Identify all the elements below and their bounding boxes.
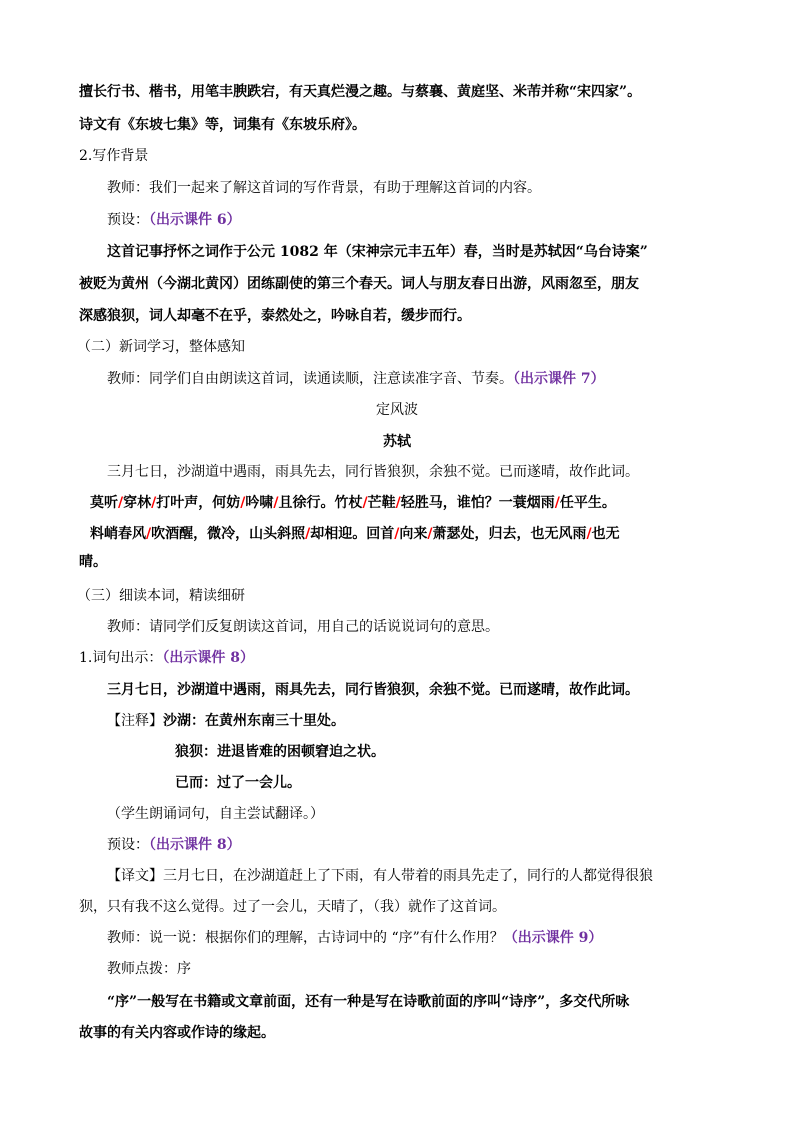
section2-heading: （二）新词学习，整体感知: [77, 339, 245, 355]
courseware-ref: （出示课件 7）: [513, 371, 605, 387]
detail-heading: [79, 648, 254, 668]
teacher-tip: 教师点拨：序: [107, 961, 191, 977]
note-text: 沙湖：在黄州东南三十里处。: [163, 713, 345, 729]
xu-explanation-2: 故事的有关内容或作诗的缘起。: [79, 1025, 275, 1041]
note-label: 【注释】: [107, 713, 163, 729]
detail-heading-text: 1.词句出示：: [79, 650, 163, 666]
student-activity: （学生朗诵词句，自主尝试翻译。）: [107, 806, 324, 822]
section3-teacher: 教师：请同学们反复朗读这首词，用自己的话说说词句的意思。: [107, 619, 499, 635]
note-1: [107, 711, 345, 731]
section3-heading: （三）细读本词，精读细研: [77, 588, 245, 604]
preset-label: 预设：: [107, 837, 149, 853]
translation-2: 狈，只有我不这么觉得。过了一会儿，天晴了，（我）就作了这首词。: [79, 899, 506, 915]
translation-1: [107, 866, 653, 886]
poem-line-2: 料峭春风/吹酒醒，微冷，山头斜照/却相迎。回首/向来/萧瑟处，归去，也无风雨/也无: [90, 526, 620, 542]
detail-preset: [107, 835, 241, 855]
note-2: 狼狈：进退皆难的困顿窘迫之状。: [175, 744, 385, 760]
background-heading: 2.写作背景: [79, 148, 149, 164]
background-text-1: 这首记事抒怀之词作于公元 1082 年（宋神宗元丰五年）春，当时是苏轼因“乌台诗案”: [107, 244, 648, 260]
poem-preface: 三月七日，沙湖道中遇雨，雨具先去，同行皆狼狈，余独不觉。已而遂晴，故作此词。: [107, 464, 639, 480]
translation-label: 【译文】: [107, 868, 163, 884]
note-3: 已而：过了一会儿。: [175, 775, 301, 791]
intro-line-1: 擅长行书、楷书，用笔丰腴跌宕，有天真烂漫之趣。与蔡襄、黄庭坚、米芾并称“宋四家”。: [79, 84, 642, 100]
background-text-2: 被贬为黄州（今湖北黄冈）团练副使的第三个春天。词人与朋友春日出游，风雨忽至，朋友: [79, 276, 639, 292]
translation-text: 三月七日，在沙湖道赶上了下雨，有人带着的雨具先走了，同行的人都觉得很狼: [163, 868, 653, 884]
section2-teacher: [107, 369, 605, 389]
teacher-question: [107, 928, 602, 948]
teacher-question-text: 教师：说一说：根据你们的理解，古诗词中的 “序”有什么作用？: [107, 930, 504, 946]
xu-explanation-1: “序”一般写在书籍或文章前面，还有一种是写在诗歌前面的序叫“诗序”，多交代所咏: [107, 994, 630, 1010]
background-preset: [107, 210, 241, 230]
courseware-ref: （出示课件 8）: [162, 650, 254, 666]
detail-preface: 三月七日，沙湖道中遇雨，雨具先去，同行皆狼狈，余独不觉。已而遂晴，故作此词。: [107, 682, 639, 698]
preset-label: 预设：: [107, 212, 149, 228]
intro-line-2: 诗文有《东坡七集》等，词集有《东坡乐府》。: [79, 117, 366, 133]
background-teacher: 教师：我们一起来了解这首词的写作背景，有助于理解这首词的内容。: [107, 180, 541, 196]
poem-title: 定风波: [376, 402, 418, 418]
poem-line-1: 莫听/穿林/打叶声，何妨/吟啸/且徐行。竹杖/芒鞋/轻胜马，谁怕？一蓑烟雨/任平生。: [90, 495, 616, 511]
courseware-ref: （出示课件 8）: [149, 837, 241, 853]
background-text-3: 深感狼狈，词人却毫不在乎，泰然处之，吟咏自若，缓步而行。: [79, 308, 471, 324]
poem-line-3: 晴。: [79, 554, 107, 570]
courseware-ref: （出示课件 6）: [149, 212, 241, 228]
courseware-ref: （出示课件 9）: [503, 930, 603, 946]
poem-author: 苏轼: [383, 434, 411, 450]
section2-teacher-text: 教师：同学们自由朗读这首词，读通读顺，注意读准字音、节奏。: [107, 371, 513, 387]
